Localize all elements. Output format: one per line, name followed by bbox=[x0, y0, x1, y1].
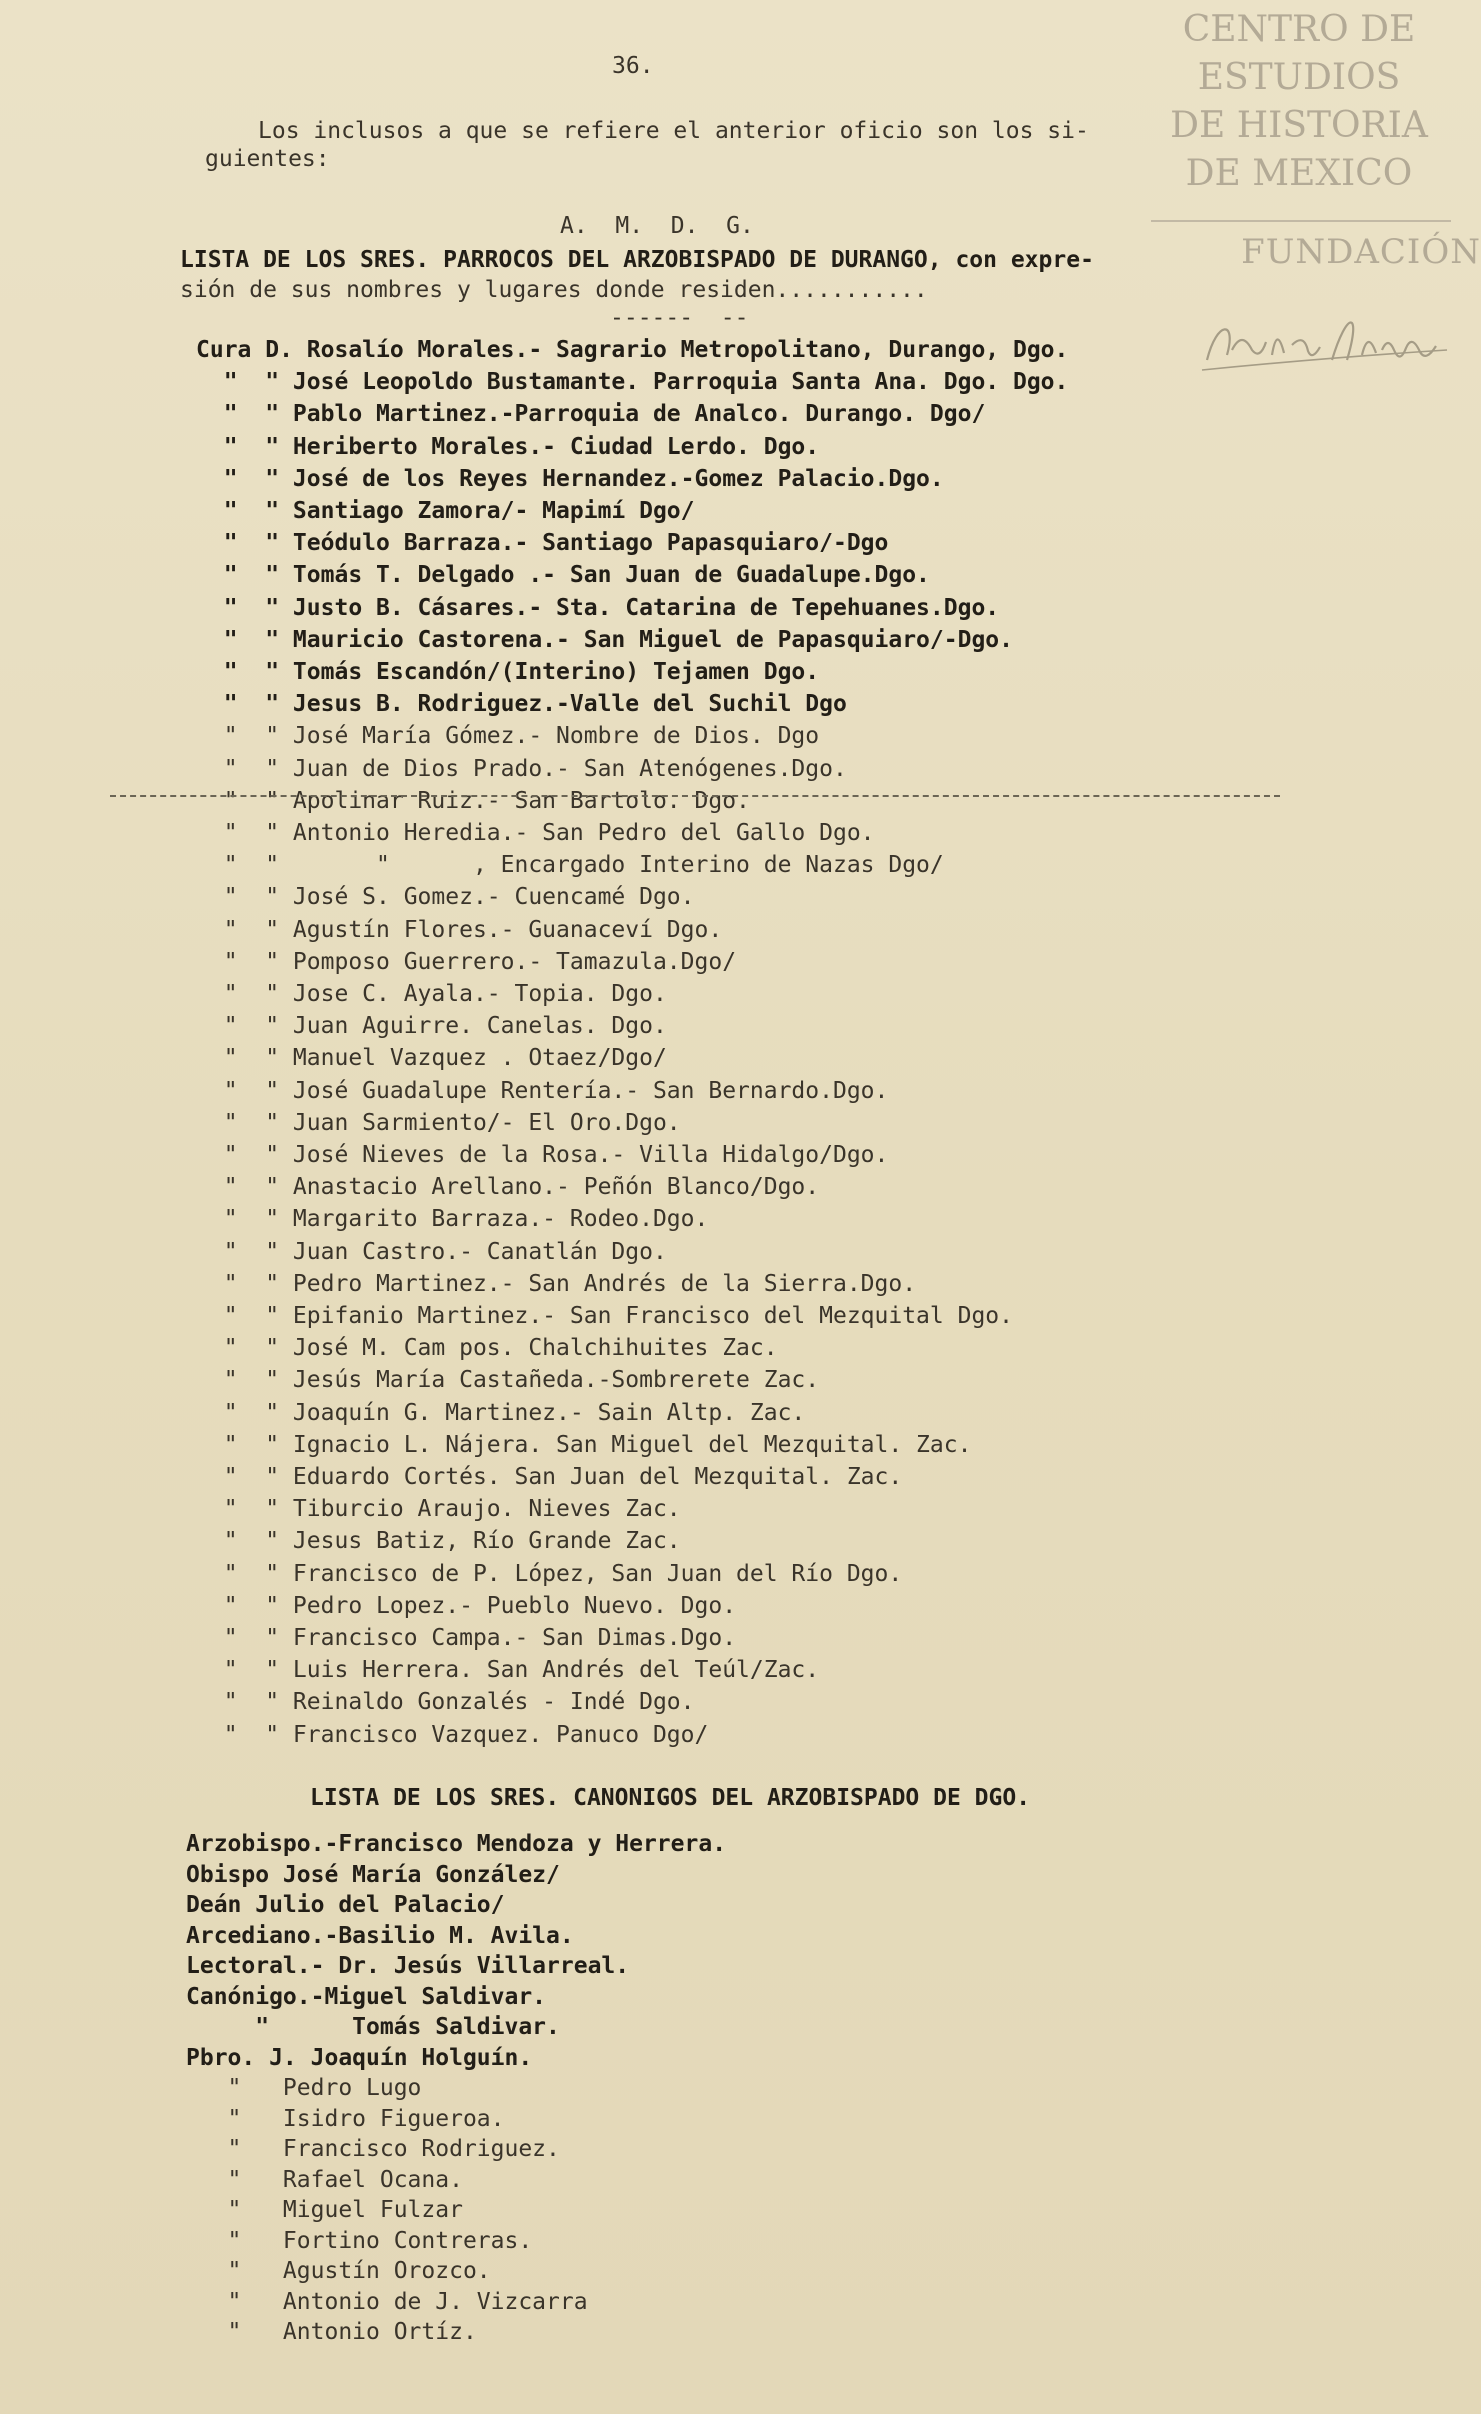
cabildo-list-item: " Fortino Contreras. bbox=[186, 2227, 533, 2254]
parish-list-title-cont: sión de sus nombres y lugares donde residen........... bbox=[180, 277, 928, 303]
parish-list-item: " " Francisco Campa.- San Dimas.Dgo. bbox=[196, 1625, 737, 1651]
parish-list-item: " " José Nieves de la Rosa.- Villa Hidalgo/Dgo. bbox=[196, 1142, 889, 1168]
cabildo-list-item: Arcediano.-Basilio M. Avila. bbox=[186, 1922, 574, 1949]
parish-list-item: " " Francisco de P. López, San Juan del Río Dgo. bbox=[196, 1560, 903, 1587]
cabildo-list-item: " Antonio Ortíz. bbox=[186, 2319, 477, 2345]
parish-list-title: LISTA DE LOS SRES. PARROCOS DEL ARZOBISPADO DE DURANGO, con expre- bbox=[180, 247, 1094, 273]
page-number: 36. bbox=[612, 53, 654, 79]
parish-list-item: " " Manuel Vazquez . Otaez/Dgo/ bbox=[196, 1045, 667, 1072]
cabildo-list-item: Obispo José María González/ bbox=[186, 1861, 560, 1888]
parish-list-item: " " Anastacio Arellano.- Peñón Blanco/Dgo. bbox=[196, 1174, 820, 1201]
parish-list-item: " " Juan Sarmiento/- El Oro.Dgo. bbox=[196, 1109, 681, 1136]
parish-list-item: " " Juan de Dios Prado.- San Atenógenes.Dgo. bbox=[196, 755, 847, 782]
parish-list-item: " " Santiago Zamora/- Mapimí Dgo/ bbox=[196, 498, 695, 524]
archive-watermark bbox=[1139, 6, 1459, 198]
parish-list-item: " " Tomás T. Delgado .- San Juan de Guadalupe.Dgo. bbox=[196, 562, 930, 589]
intro-line-2: guientes: bbox=[205, 146, 330, 172]
parish-list-item: " " Tiburcio Araujo. Nieves Zac. bbox=[196, 1496, 681, 1523]
cabildo-list-item: " Miguel Fulzar bbox=[186, 2197, 463, 2223]
parish-list-item: " " Jesus B. Rodriguez.-Valle del Suchil Dgo bbox=[196, 691, 847, 718]
title-underline: ------ -- bbox=[610, 305, 749, 331]
watermark-line: DE HISTORIA bbox=[1170, 105, 1428, 146]
cabildo-list-item: Deán Julio del Palacio/ bbox=[186, 1892, 505, 1918]
parish-list-item: " " Heriberto Morales.- Ciudad Lerdo. Dgo. bbox=[196, 433, 820, 460]
parish-list-item: " " José María Gómez.- Nombre de Dios. Dgo bbox=[196, 723, 820, 750]
parish-list-item: " " Justo B. Cásares.- Sta. Catarina de Tepehuanes.Dgo. bbox=[196, 594, 1000, 621]
parish-list-item: " " Juan Aguirre. Canelas. Dgo. bbox=[196, 1013, 667, 1040]
parish-list-item: " " Eduardo Cortés. San Juan del Mezquital. Zac. bbox=[196, 1464, 903, 1490]
parish-list-item: " " Reinaldo Gonzalés - Indé Dgo. bbox=[196, 1689, 695, 1716]
parish-list-item: " " Tomás Escandón/(Interino) Tejamen Dgo. bbox=[196, 659, 820, 685]
cabildo-list-item: Pbro. J. Joaquín Holguín. bbox=[186, 2044, 533, 2071]
parish-list-item: " " José Guadalupe Rentería.- San Bernardo.Dgo. bbox=[196, 1077, 889, 1104]
parish-list-item: " " Luis Herrera. San Andrés del Teúl/Zac. bbox=[196, 1657, 820, 1684]
parish-list-item: " " Pedro Martinez.- San Andrés de la Sierra.Dgo. bbox=[196, 1270, 917, 1297]
parish-list-item: " " Jose C. Ayala.- Topia. Dgo. bbox=[196, 981, 667, 1007]
parish-list-item: " " Agustín Flores.- Guanaceví Dgo. bbox=[196, 916, 723, 943]
initials-line: A. M. D. G. bbox=[560, 213, 754, 239]
cabildo-list-item: " Pedro Lugo bbox=[186, 2075, 422, 2101]
parish-list-item: " " Antonio Heredia.- San Pedro del Gallo Dgo. bbox=[196, 820, 875, 846]
parish-list-item: " " Apolinar Ruiz.- San Bartolo. Dgo. bbox=[196, 787, 750, 814]
parish-list-item: " " Francisco Vazquez. Panuco Dgo/ bbox=[196, 1721, 709, 1748]
handwritten-signature bbox=[1197, 300, 1457, 380]
parish-list-item: " " Joaquín G. Martinez.- Sain Altp. Zac. bbox=[196, 1399, 806, 1426]
cabildo-list-item: Canónigo.-Miguel Saldivar. bbox=[186, 1983, 547, 2010]
watermark-line: DE MEXICO bbox=[1185, 153, 1413, 194]
cabildo-list-item: " Rafael Ocana. bbox=[186, 2166, 463, 2193]
parish-list-item: Cura D. Rosalío Morales.- Sagrario Metropolitano, Durango, Dgo. bbox=[196, 337, 1069, 363]
cabildo-list-title: LISTA DE LOS SRES. CANONIGOS DEL ARZOBISPADO DE DGO. bbox=[310, 1785, 1031, 1811]
parish-list-item: " " José de los Reyes Hernandez.-Gomez Palacio.Dgo. bbox=[196, 465, 944, 492]
cabildo-list-item: Arzobispo.-Francisco Mendoza y Herrera. bbox=[186, 1831, 727, 1857]
parish-list-item: " " Juan Castro.- Canatlán Dgo. bbox=[196, 1238, 667, 1265]
parish-list-item: " " Margarito Barraza.- Rodeo.Dgo. bbox=[196, 1206, 709, 1233]
watermark-line: ESTUDIOS bbox=[1197, 57, 1401, 98]
cabildo-list-item: " Francisco Rodriguez. bbox=[186, 2136, 560, 2162]
cabildo-list-item: " Agustín Orozco. bbox=[186, 2258, 491, 2284]
parish-list-item: " " Pedro Lopez.- Pueblo Nuevo. Dgo. bbox=[196, 1592, 737, 1619]
parish-list-item: " " Pablo Martinez.-Parroquia de Analco. Durango. Dgo/ bbox=[196, 401, 986, 428]
parish-list-item: " " Epifanio Martinez.- San Francisco del Mezquital Dgo. bbox=[196, 1303, 1013, 1329]
parish-list-item: " " José Leopoldo Bustamante. Parroquia Santa Ana. Dgo. Dgo. bbox=[196, 369, 1069, 396]
parish-list-item: " " Ignacio L. Nájera. San Miguel del Mezquital. Zac. bbox=[196, 1431, 972, 1458]
parish-list-item: " " Jesús María Castañeda.-Sombrerete Zac. bbox=[196, 1367, 820, 1394]
parish-list-item: " " Jesus Batiz, Río Grande Zac. bbox=[196, 1528, 681, 1555]
parish-list-item: " " José M. Cam pos. Chalchihuites Zac. bbox=[196, 1335, 778, 1362]
parish-list-item: " " Pomposo Guerrero.- Tamazula.Dgo/ bbox=[196, 948, 737, 975]
cabildo-list-item: " Antonio de J. Vizcarra bbox=[186, 2288, 588, 2315]
parish-list-item: " " José S. Gomez.- Cuencamé Dgo. bbox=[196, 884, 695, 911]
watermark-rule bbox=[1151, 220, 1451, 222]
parish-list-item: " " Teódulo Barraza.- Santiago Papasquiaro/-Dgo bbox=[196, 530, 889, 557]
intro-line-1: Los inclusos a que se refiere el anterior oficio son los si- bbox=[258, 118, 1089, 144]
strike-line bbox=[110, 795, 1280, 797]
watermark-line: CENTRO DE bbox=[1182, 9, 1416, 50]
cabildo-list-item: " Isidro Figueroa. bbox=[186, 2105, 505, 2132]
parish-list-item: " " " , Encargado Interino de Nazas Dgo/ bbox=[196, 852, 944, 879]
parish-list-item: " " Mauricio Castorena.- San Miguel de Papasquiaro/-Dgo. bbox=[196, 626, 1013, 653]
cabildo-list-item: " Tomás Saldivar. bbox=[186, 2014, 560, 2040]
cabildo-list-item: Lectoral.- Dr. Jesús Villarreal. bbox=[186, 1953, 630, 1979]
watermark-foundation: FUNDACIÓN bbox=[1241, 232, 1481, 272]
